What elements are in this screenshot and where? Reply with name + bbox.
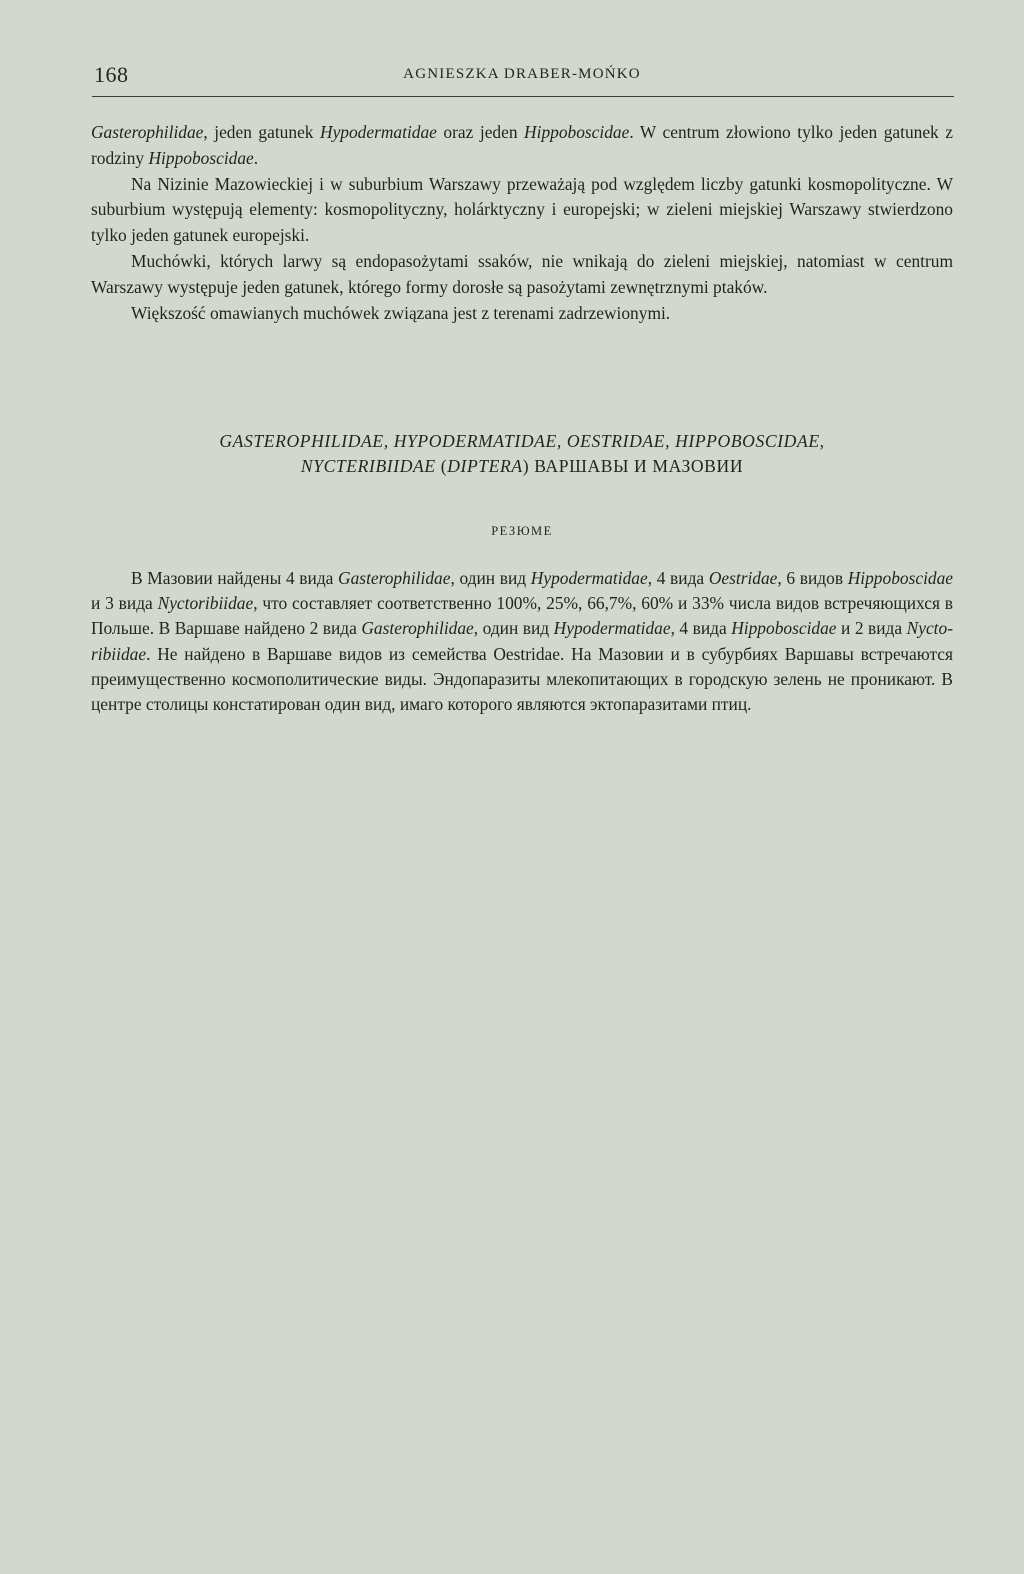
polish-paragraph-4: Większość omawianych muchówek związana jest z terenami zadrzewionymi. <box>131 302 671 323</box>
polish-summary <box>91 120 953 326</box>
polish-paragraph-1: Gasterophilidae, jeden gatunek Hypodermatidae oraz jeden Hippoboscidae. W centrum złowiono tylko jeden gatunek z rodziny Hippoboscidae. <box>91 122 953 168</box>
russian-title: GASTEROPHILIDAE, HYPODERMATIDAE, OESTRIDAE, HIPPOBOSCIDAE, NYCTERIBIIDAE (DIPTERA) ВАРШАВЫ И МАЗОВИИ <box>219 431 825 476</box>
header-rule <box>92 96 954 97</box>
page-header <box>90 62 954 86</box>
russian-summary <box>91 566 953 717</box>
polish-paragraph-2: Na Nizinie Mazowieckiej i w suburbium Warszawy przeważają pod względem liczby gatunki kosmopolityczne. W suburbium występują elementy: kosmopolityczny, holárktyczny i europejski; w zieleni miejskiej Warszawy stwierdzono tylko jeden gatunek europejski. <box>91 173 953 246</box>
running-head: AGNIESZKA DRABER-MOŃKO <box>403 66 641 82</box>
title-line-1: GASTEROPHILIDAE, HYPODERMATIDAE, OESTRIDAE, HIPPOBOSCIDAE, <box>219 431 825 451</box>
page-number: 168 <box>94 62 129 87</box>
summary-heading: РЕЗЮМЕ <box>491 524 553 538</box>
russian-paragraph: В Мазовии найдены 4 вида Gasterophilidae, один вид Hypodermatidae, 4 вида Oestridae, 6 видов Hippoboscidae и 3 вида Nyctoribiidae, что составляет соответственно 100%, 25%, 66,7%, 60% и 33% числа видов встречяющихся в Польше. В Варшаве найдено 2 вида Gasterophilidae, один вид Hypodermatidae, 4 вида Hippoboscidae и 2 вида Nycto-ribiidae. Не найдено в Варшаве видов из семейства Oestridae. На Мазовии и в субурбиях Варшавы встречаются преимущественно космополитические виды. Эндопаразиты млекопитающих в городскую зелень не проникают. В центре столицы констатирован один вид, имаго которого являются эктопаразитами птиц. <box>91 568 954 715</box>
polish-paragraph-3: Muchówki, których larwy są endopasożytami ssaków, nie wnikają do zieleni miejskiej, natomiast w centrum Warszawy występuje jeden gatunek, którego formy dorosłe są pasożytami zewnętrznymi ptaków. <box>91 250 953 297</box>
